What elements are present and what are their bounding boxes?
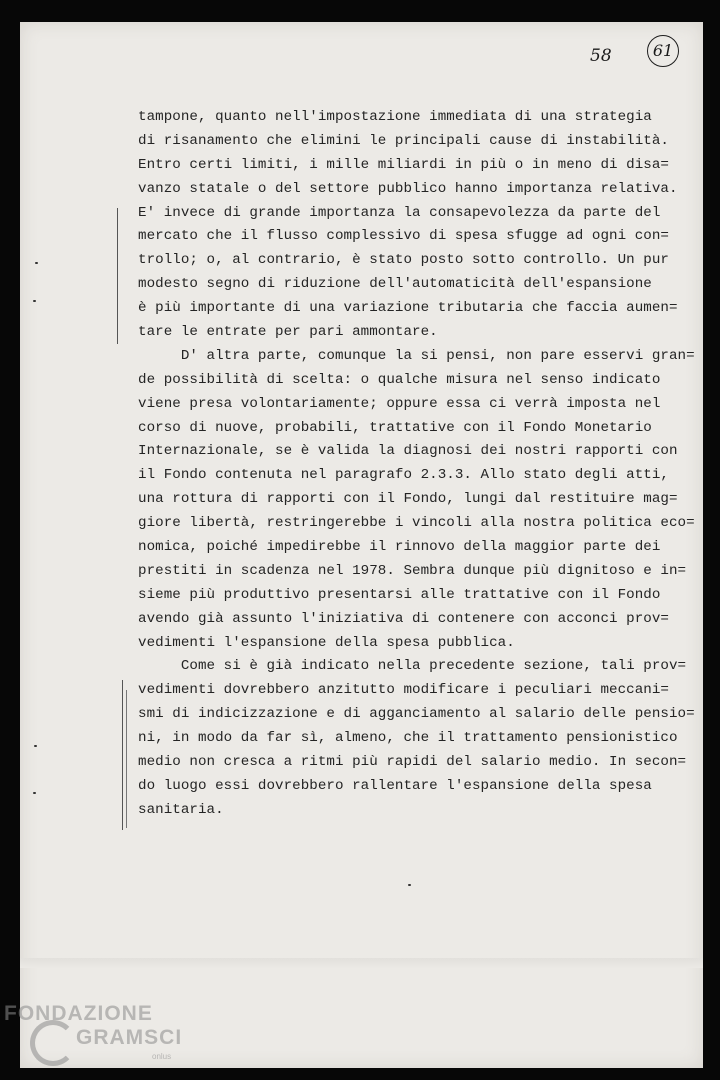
text-line: giore libertà, restringerebbe i vincoli alla nostra politica eco= [138,515,695,532]
text-line: E' invece di grande importanza la consapevolezza da parte del [138,204,661,221]
handwritten-page-number: 58 [590,46,612,66]
text-line: de possibilità di scelta: o qualche misura nel senso indicato [138,371,661,388]
text-line: vedimenti l'espansione della spesa pubblica. [138,634,515,651]
paragraph-3 [138,655,695,822]
text-line: modesto segno di riduzione dell'automaticità dell'espansione [138,276,652,293]
text-line: è più importante di una variazione tributaria che faccia aumen= [138,300,678,317]
text-line: D' altra parte, comunque la si pensi, non pare esservi gran= [138,347,695,364]
text-line: una rottura di rapporti con il Fondo, lungi dal restituire mag= [138,491,678,508]
watermark-line-2: GRAMSCI [76,1026,183,1049]
scan-speck [33,792,36,794]
scan-speck [34,745,37,747]
text-line: il Fondo contenuta nel paragrafo 2.3.3. Allo stato degli atti, [138,467,669,484]
text-line: prestiti in scadenza nel 1978. Sembra dunque più dignitoso e in= [138,562,687,579]
typewritten-body [138,106,695,823]
text-line: corso di nuove, probabili, trattative con il Fondo Monetario [138,419,652,436]
paragraph-2 [138,345,695,656]
text-line: do luogo essi dovrebbero rallentare l'espansione della spesa [138,777,652,794]
text-line: viene presa volontariamente; oppure essa ci verrà imposta nel [138,395,661,412]
fondazione-gramsci-watermark [4,1000,204,1076]
paper-fold-shadow [20,958,703,968]
margin-mark-paragraph-3 [122,680,123,830]
paragraph-1 [138,106,678,345]
text-line: Entro certi limiti, i mille miliardi in più o in meno di disa= [138,156,669,173]
text-line: avendo già assunto l'iniziativa di contenere con acconci prov= [138,610,669,627]
text-line: ni, in modo da far sì, almeno, che il trattamento pensionistico [138,730,678,747]
text-line: mercato che il flusso complessivo di spesa sfugge ad ogni con= [138,228,669,245]
margin-mark-paragraph-1 [117,208,118,344]
text-line: sieme più produttivo presentarsi alle trattative con il Fondo [138,586,661,603]
circled-folio-number: 61 [647,35,679,67]
scan-speck [408,884,411,886]
text-line: vanzo statale o del settore pubblico hanno importanza relativa. [138,180,678,197]
text-line: trollo; o, al contrario, è stato posto sotto controllo. Un pur [138,252,669,269]
text-line: sanitaria. [138,801,224,818]
text-line: tare le entrate per pari ammontare. [138,324,438,341]
margin-mark-paragraph-3-inner [126,690,127,828]
text-line: Come si è già indicato nella precedente sezione, tali prov= [138,658,687,675]
scan-speck [33,300,36,302]
text-line: tampone, quanto nell'impostazione immediata di una strategia [138,109,652,125]
text-line: vedimenti dovrebbero anzitutto modificare i peculiari meccani= [138,682,669,699]
text-line: medio non cresca a ritmi più rapidi del salario medio. In secon= [138,754,687,771]
scan-speck [35,262,38,264]
text-line: Internazionale, se è valida la diagnosi dei nostri rapporti con [138,443,678,460]
watermark-line-3: onlus [152,1052,172,1061]
text-line: smi di indicizzazione e di agganciamento al salario delle pensio= [138,706,695,723]
gramsci-logo-icon [30,1020,76,1066]
watermark-line-1: FONDAZIONE [4,1002,153,1025]
text-line: di risanamento che elimini le principali cause di instabilità. [138,132,669,149]
text-line: nomica, poiché impedirebbe il rinnovo della maggior parte dei [138,539,661,556]
